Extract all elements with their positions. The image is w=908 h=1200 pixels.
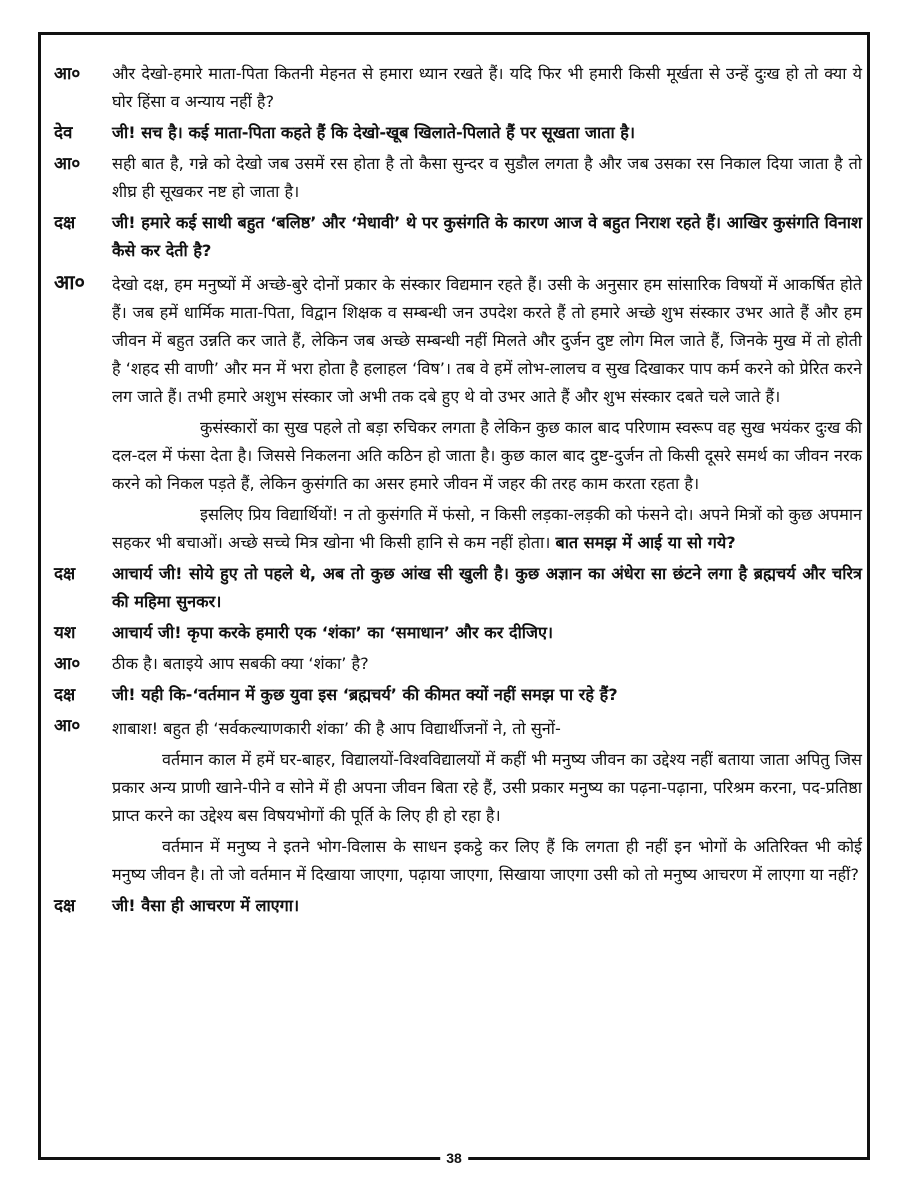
speaker-label: देव: [54, 123, 73, 143]
question-text: बात समझ में आई या सो गये?: [555, 533, 736, 552]
dialogue-text: जी! वैसा ही आचरण में लाएगा।: [112, 896, 300, 915]
paragraph: वर्तमान काल में हमें घर-बाहर, विद्यालयों-विश्वविद्यालयों में कहीं भी मनुष्य जीवन का उद्देश्य नहीं बताया जाता अपितु जिस प्रकार अन्य प्राणी खाने-पीने व सोने में ही अपना जीवन बिता रहे हैं, उसी प्रकार मनुष्य का पढ़ना-पढ़ाना, परिश्रम करना, पद-प्रतिष्ठा प्राप्त करने का उद्देश्य बस विषयभोगों की पूर्ति के लिए ही हो रहा है।: [112, 750, 862, 825]
dialogue-entry: [54, 150, 862, 206]
speaker-label: दक्ष: [54, 213, 76, 233]
speaker-label: आ०: [54, 716, 81, 736]
paragraph: [112, 501, 862, 557]
speaker-label: आ०: [54, 270, 85, 294]
dialogue-text: सही बात है, गन्ने को देखो जब उसमें रस होता है तो कैसा सुन्दर व सुडौल लगता है और जब उसका रस निकाल दिया जाता है तो शीघ्र ही सूखकर नष्ट हो जाता है।: [112, 154, 862, 201]
dialogue-text: जी! सच है। कई माता-पिता कहते हैं कि देखो-खूब खिलाते-पिलाते हैं पर सूखता जाता है।: [112, 123, 636, 142]
speaker-label: आ०: [54, 654, 81, 674]
speaker-label: दक्ष: [54, 896, 76, 916]
paragraph: कुसंस्कारों का सुख पहले तो बड़ा रुचिकर लगता है लेकिन कुछ काल बाद परिणाम स्वरूप वह सुख भयंकर दुःख की दल-दल में फंसा देता है। जिससे निकलना अति कठिन हो जाता है। कुछ काल बाद दुष्ट-दुर्जन तो किसी दूसरे समर्थ का जीवन नरक करने को निकल पड़ते हैं, लेकिन कुसंगति का असर हमारे जीवन में जहर की तरह काम करता रहता है।: [112, 418, 862, 493]
dialogue-entry: [54, 712, 862, 889]
dialogue-text: आचार्य जी! सोये हुए तो पहले थे, अब तो कुछ आंख सी खुली है। कुछ अज्ञान का अंधेरा सा छंटने लगा है ब्रह्मचर्य और चरित्र की महिमा सुनकर।: [112, 564, 862, 611]
dialogue-entry: [54, 560, 862, 616]
dialogue: [54, 60, 862, 923]
speaker-label: आ०: [54, 154, 81, 174]
speaker-label: यश: [54, 623, 76, 643]
dialogue-entry: [54, 60, 862, 116]
speaker-label: दक्ष: [54, 564, 76, 584]
paragraph: वर्तमान में मनुष्य ने इतने भोग-विलास के साधन इकट्ठे कर लिए हैं कि लगता ही नहीं इन भोगों के अतिरिक्त भी कोई मनुष्य जीवन है। तो जो वर्तमान में दिखाया जाएगा, पढ़ाया जाएगा, सिखाया जाएगा उसी को तो मनुष्य आचरण में लाएगा या नहीं?: [112, 837, 862, 884]
paragraph: देखो दक्ष, हम मनुष्यों में अच्छे-बुरे दोनों प्रकार के संस्कार विद्यमान रहते हैं। उसी के अनुसार हम सांसारिक विषयों में आकर्षित होते हैं। जब हमें धार्मिक माता-पिता, विद्वान शिक्षक व सम्बन्धी जन उपदेश करते हैं तो हमारे अच्छे शुभ संस्कार उभर आते हैं और हम जीवन में बहुत उन्नति कर जाते हैं, लेकिन जब अच्छे सम्बन्धी नहीं मिलते और दुर्जन दुष्ट लोग मिल जाते हैं, जिनके मुख में तो होती है ‘शहद सी वाणी’ और मन में भरा होता है हलाहल ‘विष’। तब वे हमें लोभ-लालच व सुख दिखाकर पाप कर्म करने को प्रेरित करने लग जाते हैं। तभी हमारे अशुभ संस्कार जो अभी तक दबे हुए थे वो उभर आते हैं और शुभ संस्कार दबते चले जाते हैं।: [112, 275, 862, 406]
dialogue-text: ठीक है। बताइये आप सबकी क्या ‘शंका’ है?: [112, 654, 369, 673]
dialogue-entry: [54, 268, 862, 557]
dialogue-text: और देखो-हमारे माता-पिता कितनी मेहनत से हमारा ध्यान रखते हैं। यदि फिर भी हमारी किसी मूर्खता से उन्हें दुःख हो तो क्या ये घोर हिंसा व अन्याय नहीं है?: [112, 64, 862, 111]
speaker-label: दक्ष: [54, 685, 76, 705]
paragraph-text: इसलिए प्रिय विद्यार्थियों! न तो कुसंगति में फंसो, न किसी लड़का-लड़की को फंसने दो। अपने मित्रों को कुछ अपमान सहकर भी बचाओं। अच्छे सच्चे मित्र खोना भी किसी हानि से कम नहीं होता।: [112, 505, 862, 552]
dialogue-entry: [54, 892, 862, 920]
dialogue-entry: [54, 209, 862, 265]
dialogue-text: जी! यही कि-‘वर्तमान में कुछ युवा इस ‘ब्रह्मचर्य’ की कीमत क्यों नहीं समझ पा रहे हैं?: [112, 685, 618, 704]
dialogue-entry: [54, 119, 862, 147]
dialogue-entry: [54, 681, 862, 709]
paragraph: शाबाश! बहुत ही ‘सर्वकल्याणकारी शंका’ की है आप विद्यार्थीजनों ने, तो सुनों-: [112, 719, 561, 738]
dialogue-text: आचार्य जी! कृपा करके हमारी एक ‘शंका’ का ‘समाधान’ और कर दीजिए।: [112, 623, 554, 642]
speaker-label: आ०: [54, 64, 81, 84]
page-number: 38: [440, 1150, 468, 1166]
dialogue-text: [112, 712, 862, 889]
dialogue-text: [112, 268, 862, 557]
dialogue-entry: [54, 650, 862, 678]
dialogue-entry: [54, 619, 862, 647]
dialogue-text: जी! हमारे कई साथी बहुत ‘बलिष्ठ’ और ‘मेधावी’ थे पर कुसंगति के कारण आज वे बहुत निराश रहते हैं। आखिर कुसंगति विनाश कैसे कर देती है?: [112, 213, 862, 260]
